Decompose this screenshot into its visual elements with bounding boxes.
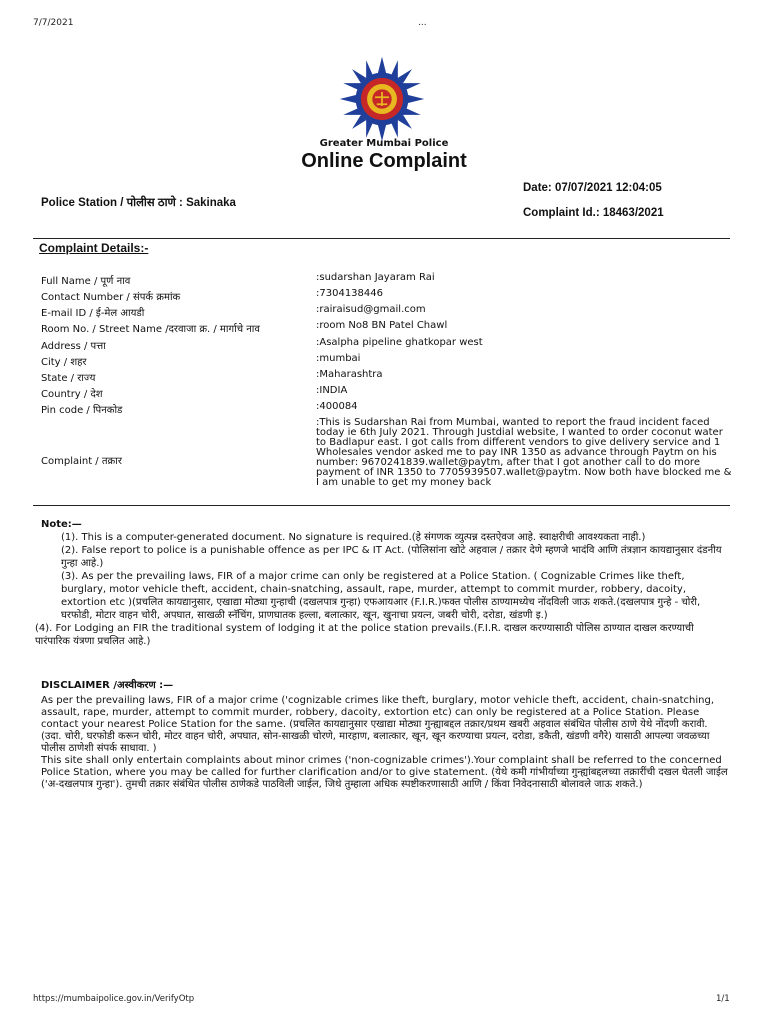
footer-url: https://mumbaipolice.gov.in/VerifyOtp [33, 994, 195, 1004]
field-value: :room No8 BN Patel Chawl [316, 320, 448, 331]
field-label: Country / देश [41, 389, 103, 400]
field-value: :sudarshan Jayaram Rai [316, 272, 435, 283]
field-value: :rairaisud@gmail.com [316, 304, 426, 315]
disclaimer-paragraph: As per the prevailing laws, FIR of a major crime ('cognizable crimes like theft, burglary, motor vehicle theft, accident, chain-snatching, assault, rape, murder, attempt to commit murder, robbery, dacoity, extortion etc) can only be registered at a Police Station. Please contact your nearest Police Station for the same. (प्रचलित कायद्यानुसार एखाद्या मोठ्या गुन्ह्याबद्दल तक्रार/प्रथम खबरी अहवाल संबंधित पोलीस ठाणे येथे नोंदणी करावी. (उदा. चोरी, घरफोडी करून चोरी, मोटर वाहन चोरी, अपघात, सोन-साखळी चोरणे, मारहाण, बलात्कार, खून, खून करण्याचा प्रयत्न, दरोडा, डकैती, खंडणी वगैरे) यासाठी आपल्या जवळच्या पोलीस ठाणेशी संपर्क साधावा. ) [41, 695, 715, 754]
complaint-label: Complaint / तक्रार [41, 456, 122, 467]
field-value: :7304138446 [316, 288, 383, 299]
note-section [35, 518, 731, 648]
note-heading: Note:— [41, 519, 82, 530]
field-value: :INDIA [316, 385, 348, 396]
complaint-text: :This is Sudarshan Rai from Mumbai, wanted to report the fraud incident faced today ie 6th July 2021. Through Justdial website, I wanted to order coconut water to Badlapur east. I got calls from different vendors to give delivery service and 1 Wholesales vendor asked me to pay INR 1350 as advance through Paytm on his number: 9670241839.wallet@paytm, after that I got another call to do more payment of INR 1350 to 7705939507.wallet@paytm. Now both have blocked me & I am unable to get my money back [316, 417, 732, 488]
page-title: Online Complaint [301, 150, 467, 172]
field-label: Room No. / Street Name /दरवाजा क्र. / मार्गाचे नाव [41, 324, 260, 335]
field-label: City / शहर [41, 357, 87, 368]
field-value: :400084 [316, 401, 358, 412]
field-value: :Maharashtra [316, 369, 383, 380]
field-label: Contact Number / संपर्क क्रमांक [41, 292, 181, 303]
disclaimer-heading: DISCLAIMER /अस्वीकरण :— [41, 680, 174, 691]
complaint-date: Date: 07/07/2021 12:04:05 [523, 182, 662, 194]
print-date: 7/7/2021 [33, 18, 74, 28]
note-item: (2). False report to police is a punishable offence as per IPC & IT Act. (पोलिसांना खोटे अहवाल / तक्रार देणे म्हणजे भादंवि आणि तंत्रज्ञान कायद्यानुसार दंडनीय गुन्हा आहे.) [61, 545, 722, 569]
note-item: (1). This is a computer-generated document. No signature is required.(हे संगणक व्युत्पन्न दस्तऐवज आहे. स्वाक्षरीची आवश्यकता नाही.) [61, 532, 646, 543]
field-value: :mumbai [316, 353, 361, 364]
disclaimer-section [41, 680, 731, 791]
details-divider [33, 505, 730, 506]
police-badge-icon [338, 55, 426, 143]
field-label: Full Name / पूर्ण नाव [41, 276, 131, 287]
disclaimer-paragraph: This site shall only entertain complaints about minor crimes ('non-cognizable crimes').Your complaint shall be referred to the concerned Police Station, where you may be called for further clarification and/or to give statement. (येथे कमी गांभीर्याच्या गुन्ह्यांबद्दलच्या तक्रारींची दखल घेतली जाईल ('अ-दखलपात्र गुन्हा'). तुमची तक्रार संबंधित पोलीस ठाणेकडे पाठविली जाईल, जिथे तुम्हाला अधिक स्पष्टीकरणासाठी आणि / किंवा निवेदनासाठी बोलावले जाऊ शकते.) [41, 755, 728, 790]
field-label: E-mail ID / ई-मेल आयडी [41, 308, 145, 319]
field-label: Address / पत्ता [41, 341, 106, 352]
page-number: 1/1 [716, 994, 730, 1004]
note-item: (3). As per the prevailing laws, FIR of a major crime can only be registered at a Police Station. ( Cognizable Crimes like theft, burglary, motor vehicle theft, accident, chain-snatching, assault, rape, murder, attempt to commit murder, robbery, dacoity, extortion etc )(प्रचलित कायद्यानुसार, एखाद्या मोठ्या गुन्हाची (दखलपात्र गुन्हा) एफआयआर (F.I.R.)फक्त पोलीस ठाण्यामध्येच नोंदविली जाऊ शकते.(दखलपात्र गुन्हे - चोरी, घरफोडी, मोटार वाहन चोरी, अपघात, साखळी स्नॅचिंग, प्राणघातक हल्ला, बलात्कार, खून, खुनाचा प्रयत्न, जबरी चोरी, दरोडा, खंडणी इ.) [61, 571, 701, 621]
field-value: :Asalpha pipeline ghatkopar west [316, 337, 483, 348]
organization-name: Greater Mumbai Police [319, 138, 449, 149]
complaint-id: Complaint Id.: 18463/2021 [523, 207, 664, 219]
complaint-row [41, 418, 731, 500]
complaint-details-heading: Complaint Details:- [39, 241, 149, 255]
header-divider [33, 238, 730, 239]
field-label: Pin code / पिनकोड [41, 405, 123, 416]
note-item: (4). For Lodging an FIR the traditional system of lodging it at the police station prevails.(F.I.R. दाखल करण्यासाठी पोलिस ठाण्यात दाखल करण्याची पारंपारिक यंत्रणा प्रचलित आहे.) [35, 623, 694, 647]
print-title: ... [418, 18, 427, 28]
field-label: State / राज्य [41, 373, 96, 384]
police-station: Police Station / पोलीस ठाणे : Sakinaka [41, 197, 236, 209]
